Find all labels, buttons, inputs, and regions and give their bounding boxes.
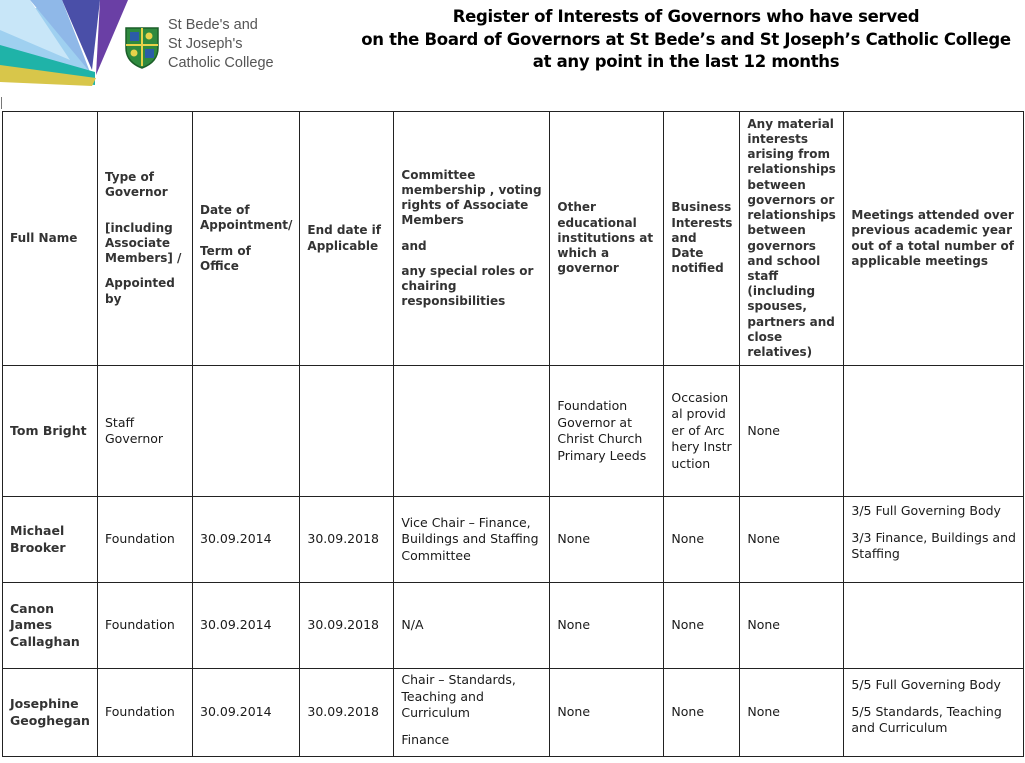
header-row [3, 112, 1024, 366]
cell-other-institutions: None [550, 583, 664, 669]
cell-committee [394, 497, 550, 583]
document-title [352, 6, 1020, 74]
table-row [3, 669, 1024, 757]
header-other-institutions: Other educational institutions at which a governor [550, 112, 664, 366]
cell-other-institutions: None [550, 497, 664, 583]
school-crest-icon [120, 22, 164, 70]
header-committee-membership [394, 112, 550, 366]
text-cursor [1, 97, 2, 109]
cell-date: 30.09.2014 [193, 497, 300, 583]
school-name-line-2: St Joseph's [168, 36, 243, 52]
cell-end-date [300, 366, 394, 497]
cell-meetings [844, 583, 1024, 669]
cell-meetings [844, 366, 1024, 497]
header-date-line-1: Date of Appointment/ [200, 203, 293, 233]
cell-business-interests: Occasional provider of Archery Instruction [664, 366, 740, 497]
table-row [3, 497, 1024, 583]
cell-date [193, 366, 300, 497]
school-name-line-3: Catholic College [168, 55, 274, 71]
cell-committee-text: N/A [401, 617, 424, 633]
cell-committee-text: Vice Chair – Finance, Buildings and Staffing Committee [401, 514, 539, 563]
cell-full-name: Tom Bright [3, 366, 98, 497]
cell-date: 30.09.2014 [193, 583, 300, 669]
cell-committee [394, 366, 550, 497]
cell-meetings-text: 3/5 Full Governing Body [851, 503, 1001, 518]
cell-material-interests: None [740, 669, 844, 757]
header-material-interests: Any material interests arising from relationships between governors or relationships between governors and school staff (including spouses, partners and close relatives) [740, 112, 844, 366]
cell-committee-text-2: Finance [401, 731, 450, 747]
cell-committee [394, 583, 550, 669]
logo-swoosh-graphic [0, 0, 130, 92]
header-date-of-appointment [193, 112, 300, 366]
cell-committee-text: Chair – Standards, Teaching and Curriculum [401, 672, 516, 720]
header-business-interests: Business Interests and Date notified [664, 112, 740, 366]
header-type-line-1: Type of Governor [105, 170, 168, 200]
school-name-line-1: St Bede's and [168, 17, 258, 33]
cell-full-name: Michael Brooker [3, 497, 98, 583]
title-line-2: on the Board of Governors at St Bede’s and St Joseph’s Catholic College [361, 29, 1011, 49]
header-type-line-3: Appointed by [105, 276, 175, 306]
cell-meetings [844, 669, 1024, 757]
title-line-1: Register of Interests of Governors who have served [452, 7, 920, 26]
cell-business-interests: None [664, 583, 740, 669]
table-row [3, 583, 1024, 669]
cell-other-institutions: None [550, 669, 664, 757]
table-row [3, 366, 1024, 497]
cell-committee [394, 669, 550, 757]
cell-business-interests: None [664, 497, 740, 583]
cell-business-interests: None [664, 669, 740, 757]
cell-date: 30.09.2014 [193, 669, 300, 757]
header-full-name: Full Name [3, 112, 98, 366]
header-meetings-attended: Meetings attended over previous academic year out of a total number of applicable meetings [844, 112, 1024, 366]
header-end-date: End date if Applicable [300, 112, 394, 366]
register-table [2, 111, 1024, 757]
cell-other-institutions: Foundation Governor at Christ Church Primary Leeds [550, 366, 664, 497]
cell-type: Foundation [98, 583, 193, 669]
cell-type: Foundation [98, 497, 193, 583]
header-type-of-governor [98, 112, 193, 366]
header-committee-line-1: Committee membership , voting rights of Associate Members [401, 167, 542, 228]
cell-material-interests: None [740, 583, 844, 669]
cell-full-name: Josephine Geoghegan [3, 669, 98, 757]
school-name [168, 16, 274, 73]
cell-meetings-text: 5/5 Full Governing Body [851, 677, 1001, 692]
cell-material-interests: None [740, 497, 844, 583]
cell-meetings [844, 497, 1024, 583]
cell-material-interests: None [740, 366, 844, 497]
cell-end-date: 30.09.2018 [300, 497, 394, 583]
cell-end-date: 30.09.2018 [300, 669, 394, 757]
title-line-3: at any point in the last 12 months [532, 52, 840, 71]
header-type-line-2: [including Associate Members] / [105, 220, 182, 266]
header-date-line-2: Term of Office [200, 243, 251, 273]
page-header [0, 0, 1025, 100]
cell-end-date: 30.09.2018 [300, 583, 394, 669]
cell-type: Foundation [98, 669, 193, 757]
header-committee-line-3: any special roles or chairing responsibilities [401, 263, 534, 309]
cell-meetings-text-2: 3/3 Finance, Buildings and Staffing [851, 529, 1016, 561]
cell-type: Staff Governor [98, 366, 193, 497]
cell-full-name: Canon James Callaghan [3, 583, 98, 669]
cell-meetings-text-2: 5/5 Standards, Teaching and Curriculum [851, 703, 1002, 735]
header-committee-line-2: and [401, 238, 427, 253]
